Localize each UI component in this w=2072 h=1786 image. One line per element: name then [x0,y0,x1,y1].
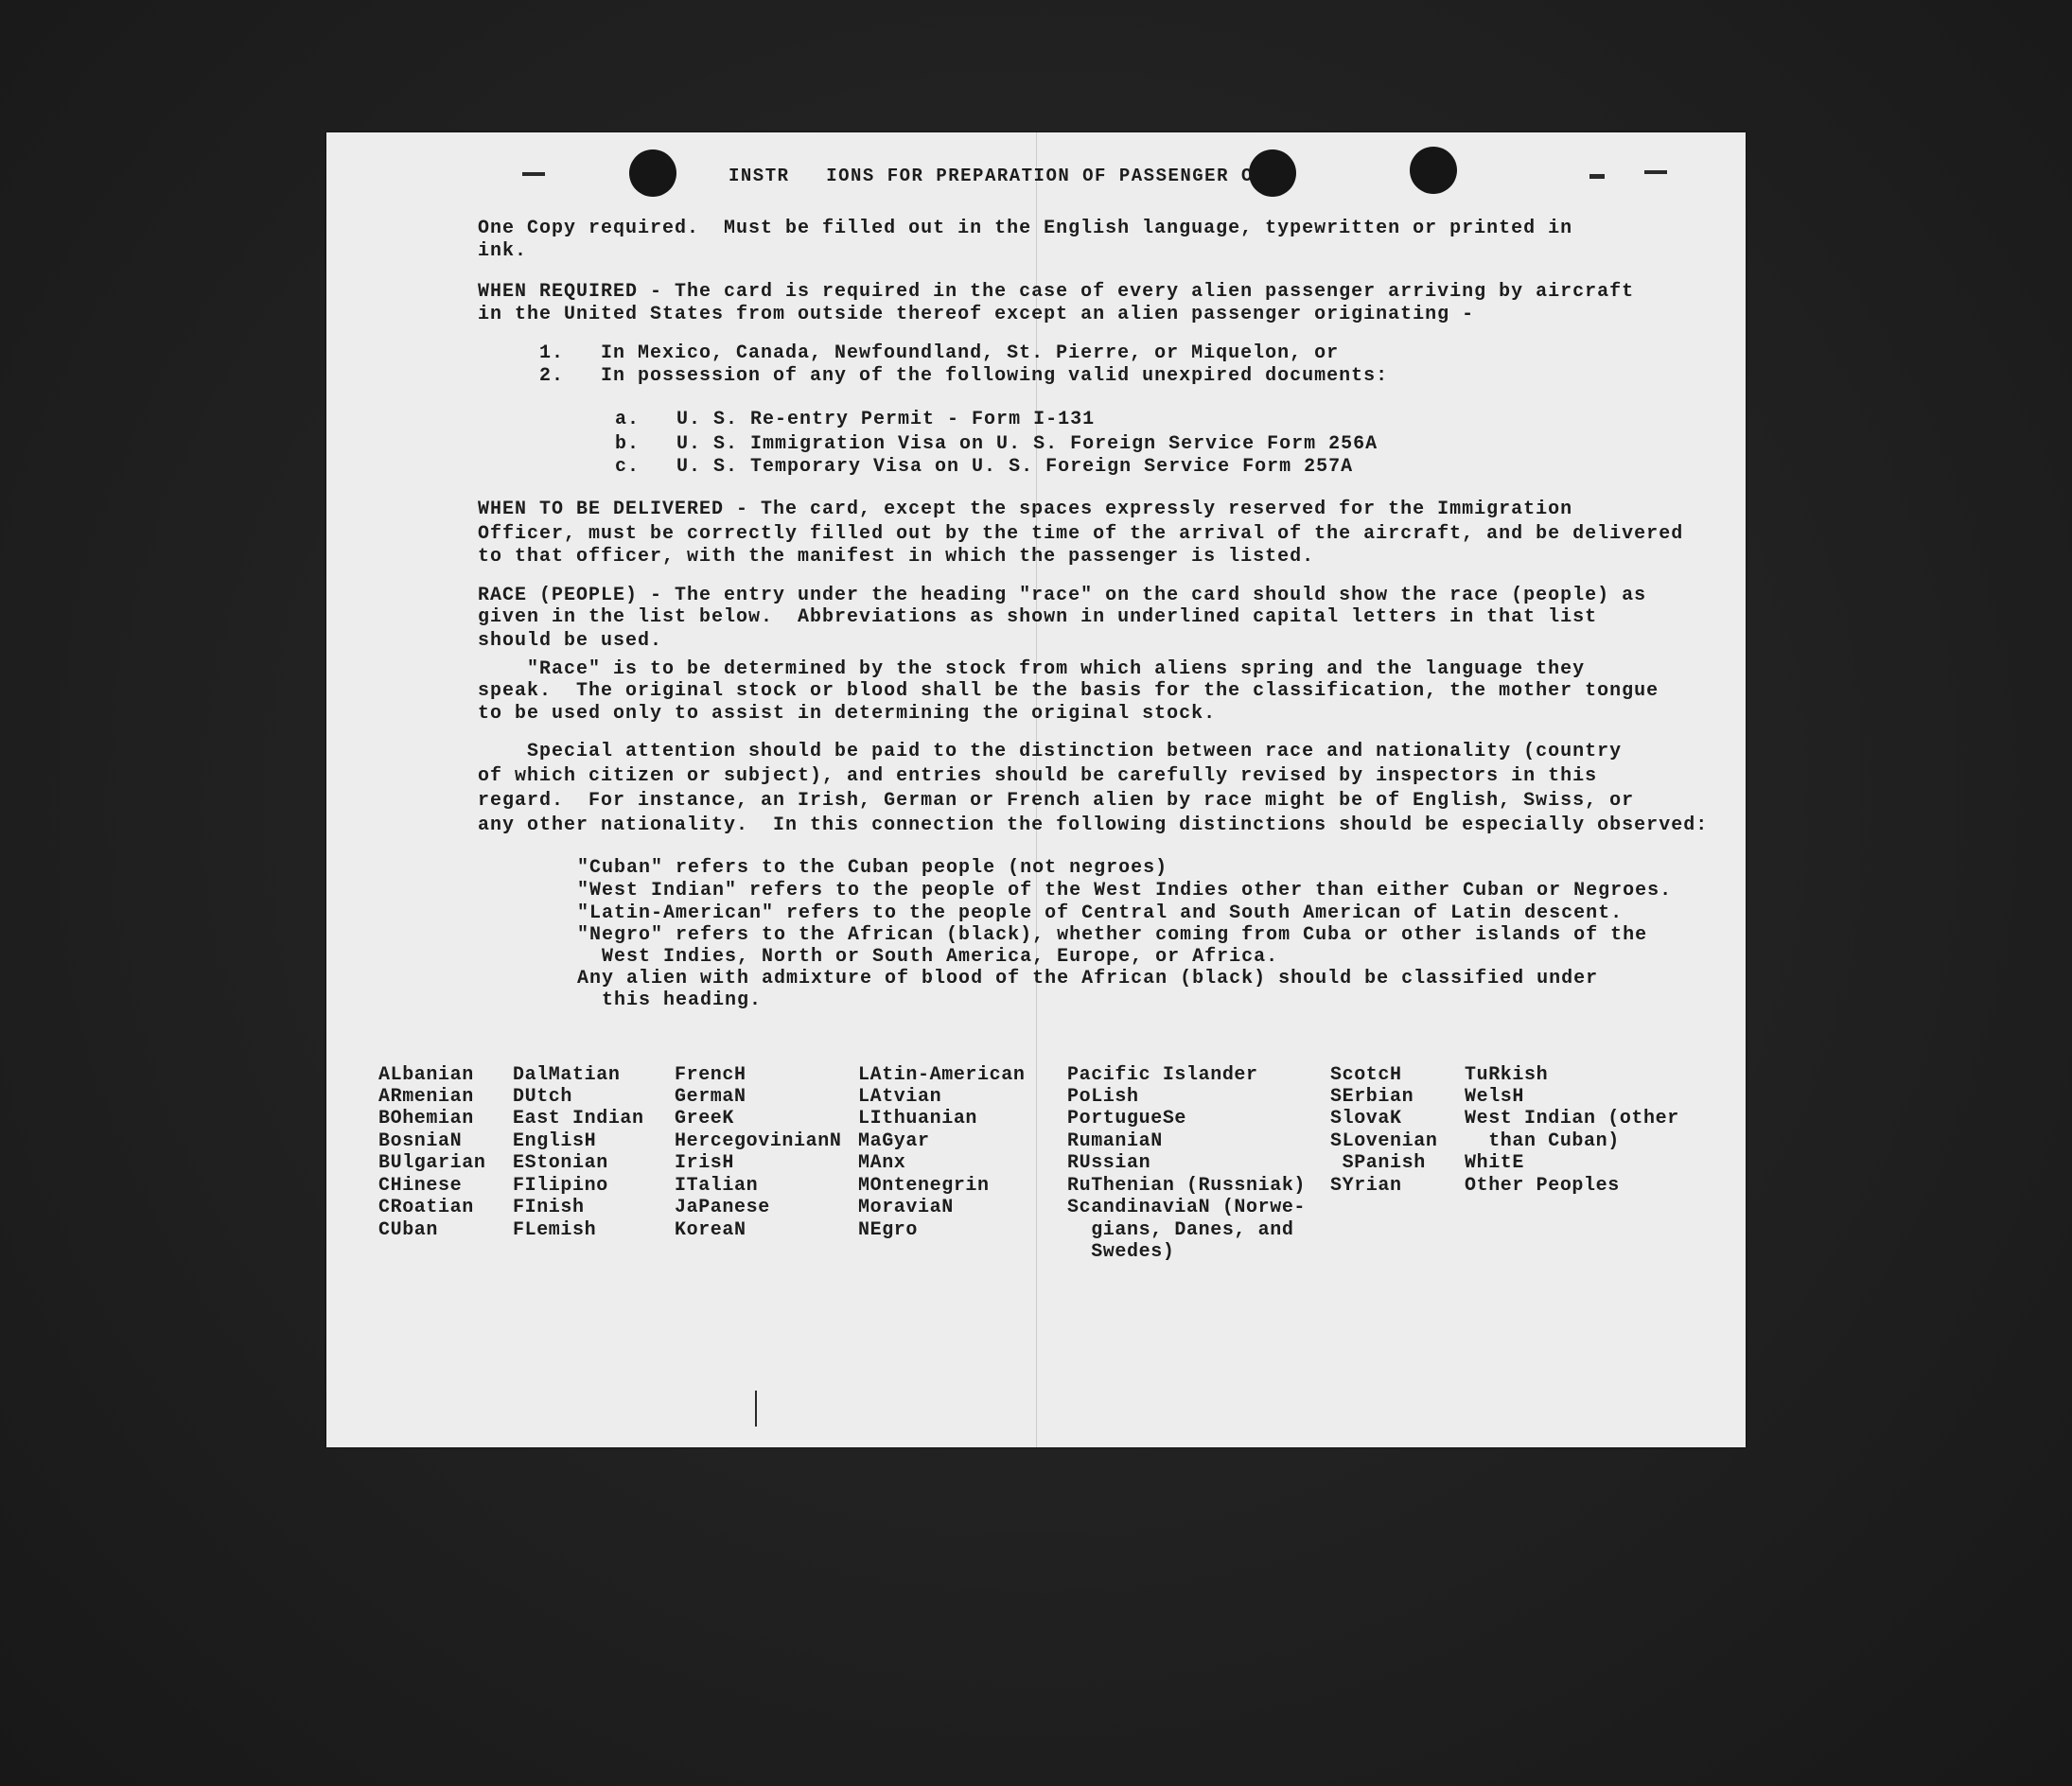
list-item: West Indies, North or South America, Europe, or Africa. [577,946,1279,968]
scan-mark [755,1391,757,1427]
list-item: 1. In Mexico, Canada, Newfoundland, St. Pierre, or Miquelon, or [539,342,1340,364]
race-item: Swedes) [1067,1241,1175,1263]
race-item: than Cuban) [1465,1130,1620,1152]
race-item: MoraviaN [858,1197,954,1218]
list-item: 2. In possession of any of the following valid unexpired documents: [539,365,1389,387]
race-item: gians, Danes, and [1067,1219,1294,1241]
race-item: Pacific Islander [1067,1064,1258,1086]
punch-hole-right [1410,147,1457,194]
race-item: BOhemian [378,1108,474,1129]
scan-mark [1644,170,1667,174]
race-item: BosniaN [378,1130,463,1152]
list-item: "Cuban" refers to the Cuban people (not negroes) [577,857,1168,879]
race-item: SPanish [1330,1152,1426,1174]
race-item: MAnx [858,1152,906,1174]
race-item: CUban [378,1219,439,1241]
race-item: LAtin-American [858,1064,1026,1086]
race-item: RumaniaN [1067,1130,1163,1152]
race-item: BUlgarian [378,1152,486,1174]
race-item: ALbanian [378,1064,474,1086]
race-item: ARmenian [378,1086,474,1108]
race-item: LIthuanian [858,1108,978,1129]
race-item: ScandinaviaN (Norwe- [1067,1197,1307,1218]
race-item: NEgro [858,1219,919,1241]
race-item: EStonian [513,1152,608,1174]
race-item: WhitE [1465,1152,1525,1174]
race-item: RuThenian (Russniak) [1067,1175,1307,1197]
race-item: DalMatian [513,1064,621,1086]
race-item: FrencH [675,1064,746,1086]
scan-mark [1589,174,1605,179]
race-item: FLemish [513,1219,597,1241]
race-item: SlovaK [1330,1108,1402,1129]
race-item: WelsH [1465,1086,1525,1108]
race-item: ScotcH [1330,1064,1402,1086]
race-item: ITalian [675,1175,759,1197]
punch-hole-left [629,149,676,197]
race-item: Other Peoples [1465,1175,1620,1197]
race-item: MOntenegrin [858,1175,990,1197]
race-item: JaPanese [675,1197,770,1218]
list-item: b. U. S. Immigration Visa on U. S. Foreign Service Form 256A [615,433,1378,455]
race-item: MaGyar [858,1130,930,1152]
list-item: c. U. S. Temporary Visa on U. S. Foreign Service Form 257A [615,456,1354,478]
race-item: East Indian [513,1108,644,1129]
list-item: "Negro" refers to the African (black), whether coming from Cuba or other islands of the [577,924,1648,946]
race-item: FInish [513,1197,585,1218]
race-item: CRoatian [378,1197,474,1218]
race-item: GermaN [675,1086,746,1108]
race-item: SErbian [1330,1086,1414,1108]
list-item: a. U. S. Re-entry Permit - Form I-131 [615,409,1096,430]
race-item: FIlipino [513,1175,608,1197]
list-item: this heading. [577,989,763,1011]
race-item: PoLish [1067,1086,1139,1108]
punch-hole-center [1249,149,1296,197]
race-item: TuRkish [1465,1064,1549,1086]
race-item: KoreaN [675,1219,746,1241]
race-item: West Indian (other [1465,1108,1679,1129]
race-item: EnglisH [513,1130,597,1152]
race-item: SYrian [1330,1175,1402,1197]
race-item: RUssian [1067,1152,1151,1174]
race-item: SLovenian [1330,1130,1438,1152]
race-item: IrisH [675,1152,735,1174]
race-item: DUtch [513,1086,573,1108]
list-item: "West Indian" refers to the people of the West Indies other than either Cuban or Negroes. [577,880,1673,902]
page-title: INSTR IONS FOR PREPARATION OF PASSENGER C [729,166,1254,186]
race-item: PortugueSe [1067,1108,1187,1129]
race-item: CHinese [378,1175,463,1197]
list-item: Any alien with admixture of blood of the African (black) should be classified under [577,968,1599,989]
race-item: GreeK [675,1108,735,1129]
race-item: LAtvian [858,1086,942,1108]
scan-mark [522,172,545,176]
race-item: HercegovinianN [675,1130,842,1152]
list-item: "Latin-American" refers to the people of Central and South American of Latin descent. [577,902,1624,924]
